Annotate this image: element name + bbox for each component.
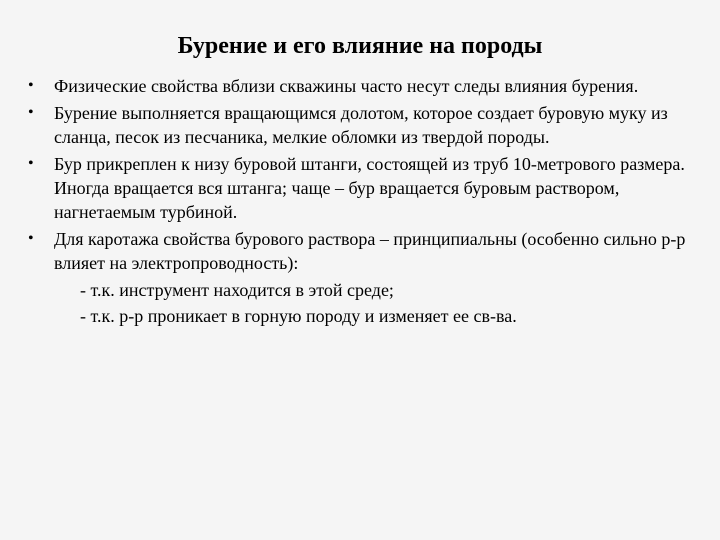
sub-list	[54, 277, 700, 329]
bullet-list	[28, 74, 700, 329]
bullet-icon: •	[28, 77, 34, 94]
bullet-item	[28, 227, 700, 329]
sub-item: - т.к. р-р проникает в горную породу и изменяет ее св-ва.	[80, 306, 517, 326]
bullet-item	[28, 74, 700, 98]
slide-title: Бурение и его влияние на породы	[177, 33, 543, 59]
bullet-text: Физические свойства вблизи скважины часто несут следы влияния бурения.	[54, 76, 639, 96]
bullet-text: Для каротажа свойства бурового раствора – принципиальны (особенно сильно р-р влияет на электропроводность):	[54, 229, 686, 273]
bullet-item	[28, 152, 700, 224]
sub-item: - т.к. инструмент находится в этой среде;	[80, 280, 394, 300]
bullet-icon: •	[28, 230, 34, 247]
slide-content	[28, 74, 700, 332]
bullet-icon: •	[28, 155, 34, 172]
bullet-icon: •	[28, 104, 34, 121]
bullet-item	[28, 101, 700, 149]
bullet-text: Бур прикреплен к низу буровой штанги, состоящей из труб 10-метрового размера. Иногда вращается вся штанга; чаще – бур вращается буровым раствором, нагнетаемым турбиной.	[54, 154, 685, 222]
bullet-text: Бурение выполняется вращающимся долотом, которое создает буровую муку из сланца, песок из песчаника, мелкие обломки из твердой породы.	[54, 103, 668, 147]
